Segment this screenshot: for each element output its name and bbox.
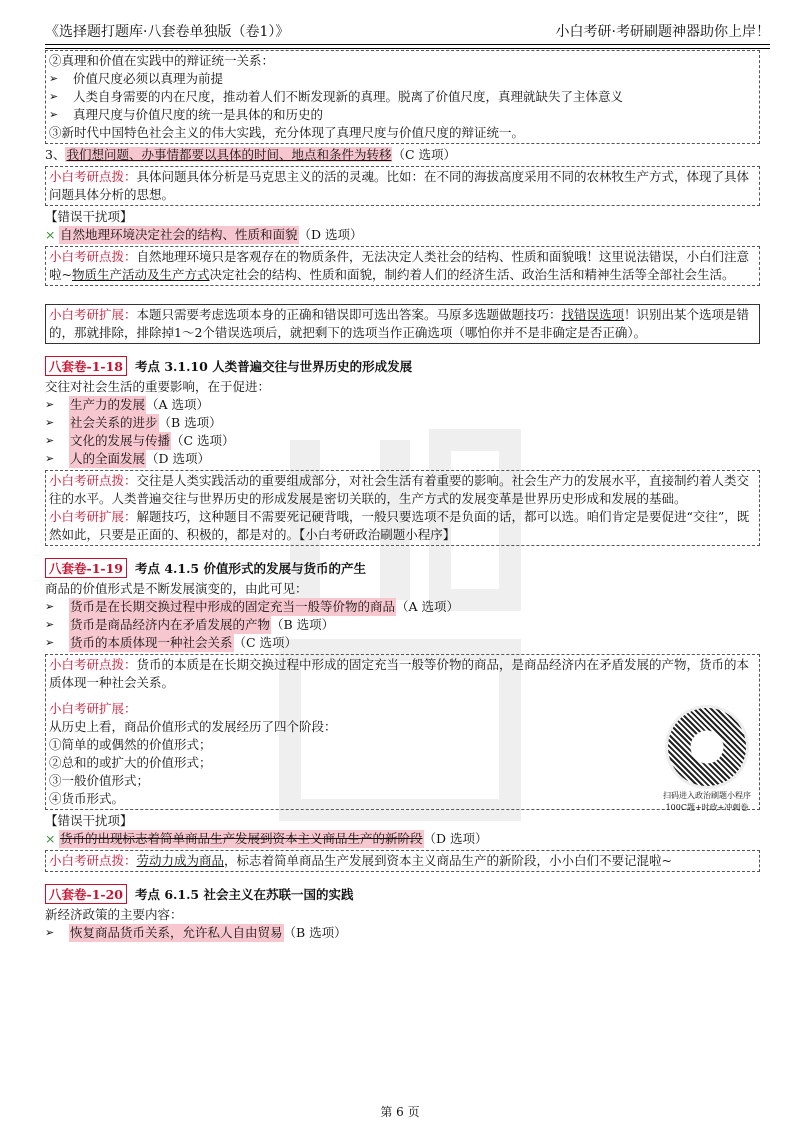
option-label: （D 选项）: [146, 451, 211, 466]
s19-tip-box: [45, 654, 760, 810]
ext-text: 本题只需要考虑选项本身的正确和错误即可选出答案。马原多选题做题技巧：: [136, 307, 562, 322]
tip-label: 小白考研点拨：: [49, 169, 137, 184]
option-text: 社会关系的进步: [70, 415, 158, 430]
wrong-option-text: 货币的出现标志着简单商品生产发展到资本主义商品生产的新阶段: [60, 831, 423, 846]
arrow-bullet-icon: ➢: [49, 108, 59, 121]
option-label: （B 选项）: [158, 415, 222, 430]
option-text: 恢复商品货币关系，允许私人自由贸易: [70, 925, 283, 940]
arrow-bullet-icon: ➢: [49, 72, 59, 85]
tip-text: ，标志着简单商品生产发展到资本主义商品生产的新阶段，小小白们不要记混啦~: [224, 853, 673, 868]
ext1-box: [45, 304, 760, 344]
arrow-bullet-icon: ➢: [45, 452, 55, 465]
option-label: （C 选项）: [171, 433, 235, 448]
section-intro: 交往对社会生活的重要影响，在于促进：: [45, 379, 271, 394]
arrow-bullet-icon: ➢: [45, 618, 55, 631]
tip-label: 小白考研点拨：: [49, 473, 137, 488]
arrow-bullet-icon: ➢: [45, 636, 55, 649]
tip-text: 货币的本质是在长期交换过程中形成的固定充当一般等价物的商品，是商品经济内在矛盾发展的产物，货币的本质体现一种社会关系。: [49, 657, 750, 690]
option-text: 货币是在长期交换过程中形成的固定充当一般等价物的商品: [70, 599, 396, 614]
option-label: （C 选项）: [233, 635, 298, 650]
header-right: 小白考研·考研刷题神器助你上岸！: [555, 24, 770, 40]
section-title: 考点 6.1.5 社会主义在苏联一国的实践: [134, 887, 354, 902]
q3-wrong-tip-box: [45, 246, 760, 286]
option-text: 货币是商品经济内在矛盾发展的产物: [70, 617, 271, 632]
q3-text: 我们想问题、办事情都要以具体的时间、地点和条件为转移: [66, 147, 392, 162]
option-label: （B 选项）: [283, 925, 347, 940]
tip-underline: 物质生产活动及生产方式: [71, 267, 210, 282]
text-line: 人类自身需要的内在尺度，推动着人们不断发现新的真理。脱离了价值尺度，真理就缺失了主体意义: [73, 89, 624, 104]
arrow-bullet-icon: ➢: [45, 600, 55, 613]
ext-label: 小白考研扩展：: [49, 307, 137, 322]
wrong-option-heading: 【错误干扰项】: [45, 813, 133, 828]
page-number: 第 6 页: [380, 1105, 420, 1119]
ext-label: 小白考研扩展：: [49, 509, 137, 524]
section-20-header: [45, 884, 760, 904]
ext-text: 解题技巧，这种题目不需要死记硬背哦，一般只要选项不是负面的话，都可以选。咱们肯定是要促进“交往”，既然如此，只要是正面的、积极的，都是对的。: [49, 509, 750, 542]
option-label: （A 选项）: [396, 599, 460, 614]
section-intro: 商品的价值形式是不断发展演变的，由此可见：: [45, 581, 308, 596]
option-text: 文化的发展与传播: [70, 433, 171, 448]
stage-item: ③一般价值形式；: [49, 773, 150, 788]
option-label: （A 选项）: [146, 397, 210, 412]
tip-text: 交往是人类实践活动的重要组成部分，对社会生活有着重要的影响。社会生产力的发展水平，直接制约着人类交往的水平。人类普遍交往与世界历史的形成发展是密切关联的，生产方式的发展变革是世界历史形成和发展的基础。: [49, 473, 750, 506]
section-intro: 新经济政策的主要内容：: [45, 907, 183, 922]
stage-item: ②总和的或扩大的价值形式；: [49, 755, 212, 770]
qr-code-icon[interactable]: [665, 705, 749, 789]
qr-caption: 100C题+时政+冲刺卷: [665, 803, 749, 812]
text-line: ③新时代中国特色社会主义的伟大实践，充分体现了真理尺度与价值尺度的辩证统一。: [49, 125, 525, 140]
qr-caption: 扫码进入政治刷题小程序: [663, 791, 751, 800]
section-19-header: [45, 558, 760, 578]
option-text: 人的全面发展: [70, 451, 146, 466]
option-text: 生产力的发展: [70, 397, 146, 412]
wrong-option-label: （D 选项）: [423, 831, 488, 846]
header-left: 《选择题打题库·八套卷单独版（卷1）》: [45, 24, 290, 40]
truth-value-box: [45, 50, 760, 144]
tip-text: 自然地理环境只是客观存在的物质条件，无法决定人类社会的结构、性质和面貌哦！这里说法错误，小白们注意啦~: [49, 249, 750, 282]
arrow-bullet-icon: ➢: [45, 398, 55, 411]
cross-icon: ×: [45, 227, 56, 242]
ext-label: 小白考研扩展：: [49, 701, 137, 716]
ext-underline: 找错误选项: [561, 307, 625, 322]
section-tag: 八套卷-1-18: [45, 356, 127, 376]
tip-label: 小白考研点拨：: [49, 657, 137, 672]
option-text: 货币的本质体现一种社会关系: [70, 635, 233, 650]
q3-number: 3、: [45, 147, 66, 162]
section-title: 考点 4.1.5 价值形式的发展与货币的产生: [134, 561, 366, 576]
content: [45, 48, 760, 942]
qr-code-block[interactable]: [661, 705, 753, 813]
text-line: ②真理和价值在实践中的辩证统一关系：: [49, 53, 275, 68]
arrow-bullet-icon: ➢: [45, 434, 55, 447]
section-tag: 八套卷-1-19: [45, 558, 127, 578]
arrow-bullet-icon: ➢: [49, 90, 59, 103]
option-label: （B 选项）: [271, 617, 335, 632]
text-line: 真理尺度与价值尺度的统一是具体的和历史的: [73, 107, 324, 122]
cross-icon: ×: [45, 831, 56, 846]
text-line: 价值尺度必须以真理为前提: [73, 71, 224, 86]
tip-underline: 劳动力成为商品: [136, 853, 225, 868]
arrow-bullet-icon: ➢: [45, 416, 55, 429]
section-tag: 八套卷-1-20: [45, 884, 127, 904]
section-title: 考点 3.1.10 人类普遍交往与世界历史的形成发展: [134, 359, 413, 374]
ext-tag: 【小白考研政治刷题小程序】: [299, 527, 456, 542]
wrong-option-text: 自然地理环境决定社会的结构、性质和面貌: [60, 227, 298, 242]
page-header: [45, 18, 770, 45]
s18-tip-box: [45, 470, 760, 546]
s19-wrong-tip-box: [45, 850, 760, 872]
tip-label: 小白考研点拨：: [49, 249, 137, 264]
stage-item: ④货币形式。: [49, 791, 125, 806]
ext-text: ！识别出某个选项是错的，那就排除，排除掉1～2个错误选项后，就把剩下的选项当作正确选项（哪怕你并不是非确定是否正确）。: [49, 307, 750, 340]
q3-line: [45, 146, 760, 164]
tip-text: 具体问题具体分析是马克思主义的活的灵魂。比如：在不同的海拔高度采用不同的农林牧生产方式，体现了具体问题具体分析的思想。: [49, 169, 750, 202]
q3-tip-box: [45, 166, 760, 206]
tip-text: 决定社会的结构、性质和面貌，制约着人们的经济生活、政治生活和精神生活等全部社会生活。: [209, 267, 735, 282]
stage-item: ①简单的或偶然的价值形式；: [49, 737, 212, 752]
section-18-header: [45, 356, 760, 376]
wrong-option-heading: 【错误干扰项】: [45, 209, 133, 224]
q3-option: （C 选项）: [392, 147, 457, 162]
ext-intro: 从历史上看，商品价值形式的发展经历了四个阶段：: [49, 719, 337, 734]
tip-label: 小白考研点拨：: [49, 853, 137, 868]
arrow-bullet-icon: ➢: [45, 926, 55, 939]
wrong-option-label: （D 选项）: [298, 227, 363, 242]
